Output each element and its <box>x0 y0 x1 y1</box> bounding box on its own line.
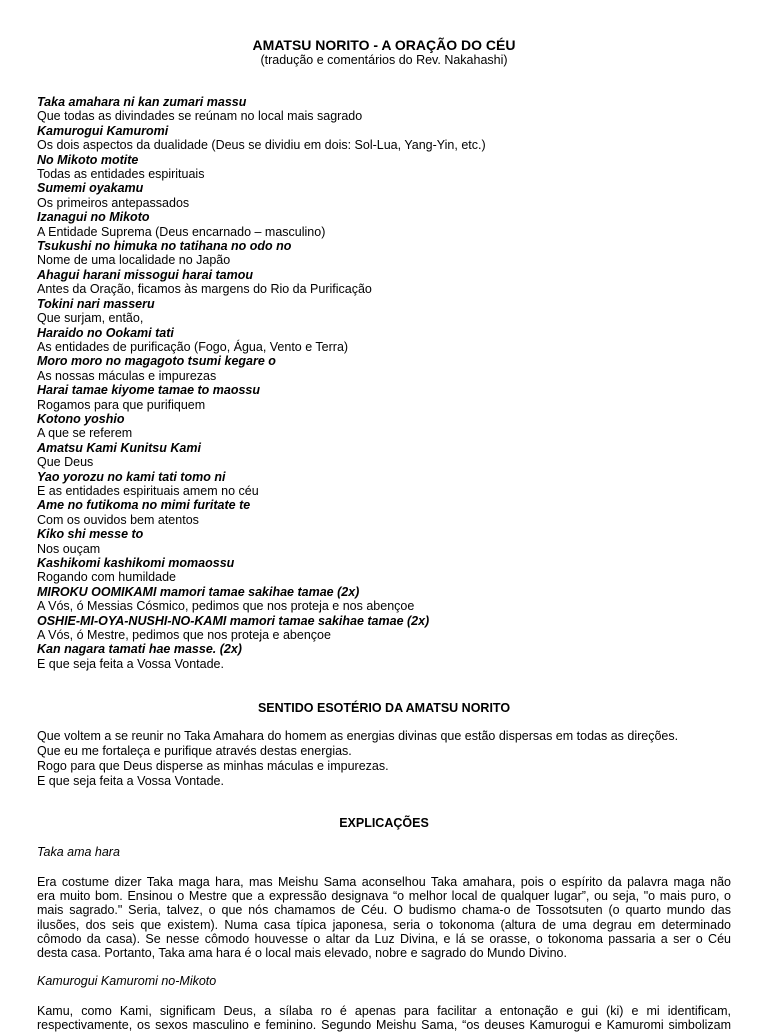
prayer-translation-line: E que seja feita a Vossa Vontade. <box>37 656 224 671</box>
prayer-japanese-line: Yao yorozu no kami tati tomo ni <box>37 469 226 484</box>
prayer-translation-line: Nos ouçam <box>37 541 101 556</box>
prayer-japanese-line: Haraido no Ookami tati <box>37 325 174 340</box>
prayer-japanese-line: Tokini nari masseru <box>37 296 155 311</box>
prayer-translation-line: As nossas máculas e impurezas <box>37 368 217 383</box>
paragraph-line: Era costume dizer Taka maga hara, mas Meishu Sama aconselhou Taka amahara, pois o espírito da palavra maga não <box>37 875 731 889</box>
prayer-japanese-line: Harai tamae kiyome tamae to maossu <box>37 383 261 398</box>
esoteric-line: E que seja feita a Vossa Vontade. <box>37 774 224 788</box>
prayer-translation-line: Que Deus <box>37 455 94 470</box>
prayer-japanese-line: Sumemi oyakamu <box>37 181 144 196</box>
prayer-translation-line: Rogando com humildade <box>37 570 176 585</box>
prayer-japanese-line: No Mikoto motite <box>37 152 139 167</box>
prayer-translation-line: As entidades de purificação (Fogo, Água, Vento e Terra) <box>37 339 349 354</box>
prayer-japanese-line: Kamurogui Kamuromi <box>37 123 169 138</box>
prayer-japanese-line: Tsukushi no himuka no tatihana no odo no <box>37 239 292 254</box>
paragraph-line: Kamu, como Kami, significam Deus, a sílaba ro é apenas para facilitar a entonação e gui (ki) e mi identificam, <box>37 1004 731 1018</box>
paragraph-line: desta casa. Portanto, Taka ama hara é o local mais elevado, nobre e sagrado do Mundo Divino. <box>37 946 567 961</box>
prayer-translation-line: A Vós, ó Messias Cósmico, pedimos que nos proteja e nos abençoe <box>37 599 415 614</box>
prayer-translation-line: Com os ouvidos bem atentos <box>37 512 199 527</box>
esoteric-text <box>37 729 731 789</box>
esoteric-line: Rogo para que Deus disperse as minhas máculas e impurezas. <box>37 759 389 773</box>
prayer-translation-line: Antes da Oração, ficamos às margens do Rio da Purificação <box>37 282 372 297</box>
prayer-japanese-line: Taka amahara ni kan zumari massu <box>37 95 247 109</box>
prayer-text <box>37 95 731 671</box>
paragraph-taka-ama-hara <box>37 875 731 960</box>
prayer-translation-line: Os dois aspectos da dualidade (Deus se dividiu em dois: Sol-Lua, Yang-Yin, etc.) <box>37 138 486 153</box>
prayer-japanese-line: Ame no futikoma no mimi furitate te <box>37 498 251 513</box>
prayer-translation-line: A Entidade Suprema (Deus encarnado – masculino) <box>37 224 326 239</box>
paragraph-line: era muito bom. Ensinou o Mestre que a expressão designava “o melhor local de qualquer lugar”, ou seja, "o mais puro, o <box>37 889 731 904</box>
prayer-translation-line: Todas as entidades espirituais <box>37 167 205 182</box>
prayer-japanese-line: Amatsu Kami Kunitsu Kami <box>37 440 201 455</box>
prayer-japanese-line: Izanagui no Mikoto <box>37 210 150 225</box>
paragraph-line: respectivamente, os sexos masculino e feminino. Segundo Meishu Sama, “os deuses Kamurogui e Kamuromi simbolizam <box>37 1018 731 1032</box>
prayer-translation-line: Rogamos para que purifiquem <box>37 397 206 412</box>
esoteric-heading: SENTIDO ESOTÉRIO DA AMATSU NORITO <box>257 701 511 715</box>
prayer-japanese-line: Kashikomi kashikomi momaossu <box>37 556 235 570</box>
prayer-translation-line: E as entidades espirituais amem no céu <box>37 483 259 498</box>
prayer-translation-line: Os primeiros antepassados <box>37 195 190 210</box>
prayer-japanese-line: Kotono yoshio <box>37 411 125 426</box>
prayer-japanese-line: Moro moro no magagoto tsumi kegare o <box>37 354 276 369</box>
prayer-translation-line: Que surjam, então, <box>37 311 144 326</box>
paragraph-line: mais sagrado." Seria, talvez, o que nós chamamos de Céu. O budismo chama-o de Tossotsuten (o quarto mundo das <box>37 903 731 918</box>
esoteric-line: Que eu me fortaleça e purifique através destas energias. <box>37 744 352 758</box>
esoteric-line: Que voltem a se reunir no Taka Amahara do homem as energias divinas que estão dispersas em todas as direções. <box>37 729 679 743</box>
subheading-taka-ama-hara: Taka ama hara <box>37 845 120 859</box>
paragraph-kamurogui <box>37 1004 731 1032</box>
paragraph-line: cômodo da casa). Se nesse cômodo houvesse o altar da Luz Divina, e lá se orasse, o tokonoma passaria a ser o Céu <box>37 931 731 946</box>
prayer-japanese-line: Ahagui harani missogui harai tamou <box>37 267 254 282</box>
explanations-heading: EXPLICAÇÕES <box>339 816 429 830</box>
subheading-kamurogui: Kamurogui Kamuromi no-Mikoto <box>37 974 217 988</box>
prayer-japanese-line: Kan nagara tamati hae masse. (2x) <box>37 642 242 657</box>
prayer-translation-line: Nome de uma localidade no Japão <box>37 253 231 268</box>
document-subtitle: (tradução e comentários do Rev. Nakahashi) <box>260 53 508 67</box>
prayer-japanese-line: OSHIE-MI-OYA-NUSHI-NO-KAMI mamori tamae sakihae tamae (2x) <box>37 613 430 628</box>
prayer-translation-line: A Vós, ó Mestre, pedimos que nos proteja e abençoe <box>37 628 331 643</box>
document-title: AMATSU NORITO - A ORAÇÃO DO CÉU <box>252 37 516 53</box>
prayer-translation-line: Que todas as divindades se reúnam no local mais sagrado <box>37 109 363 124</box>
paragraph-line: ilusões, dos seis que existem). Numa casa típica japonesa, seria o tokonoma (altura de uma degrau em determinado <box>37 917 731 932</box>
prayer-japanese-line: MIROKU OOMIKAMI mamori tamae sakihae tamae (2x) <box>37 584 360 599</box>
prayer-translation-line: A que se referem <box>37 426 133 441</box>
prayer-japanese-line: Kiko shi messe to <box>37 527 144 542</box>
